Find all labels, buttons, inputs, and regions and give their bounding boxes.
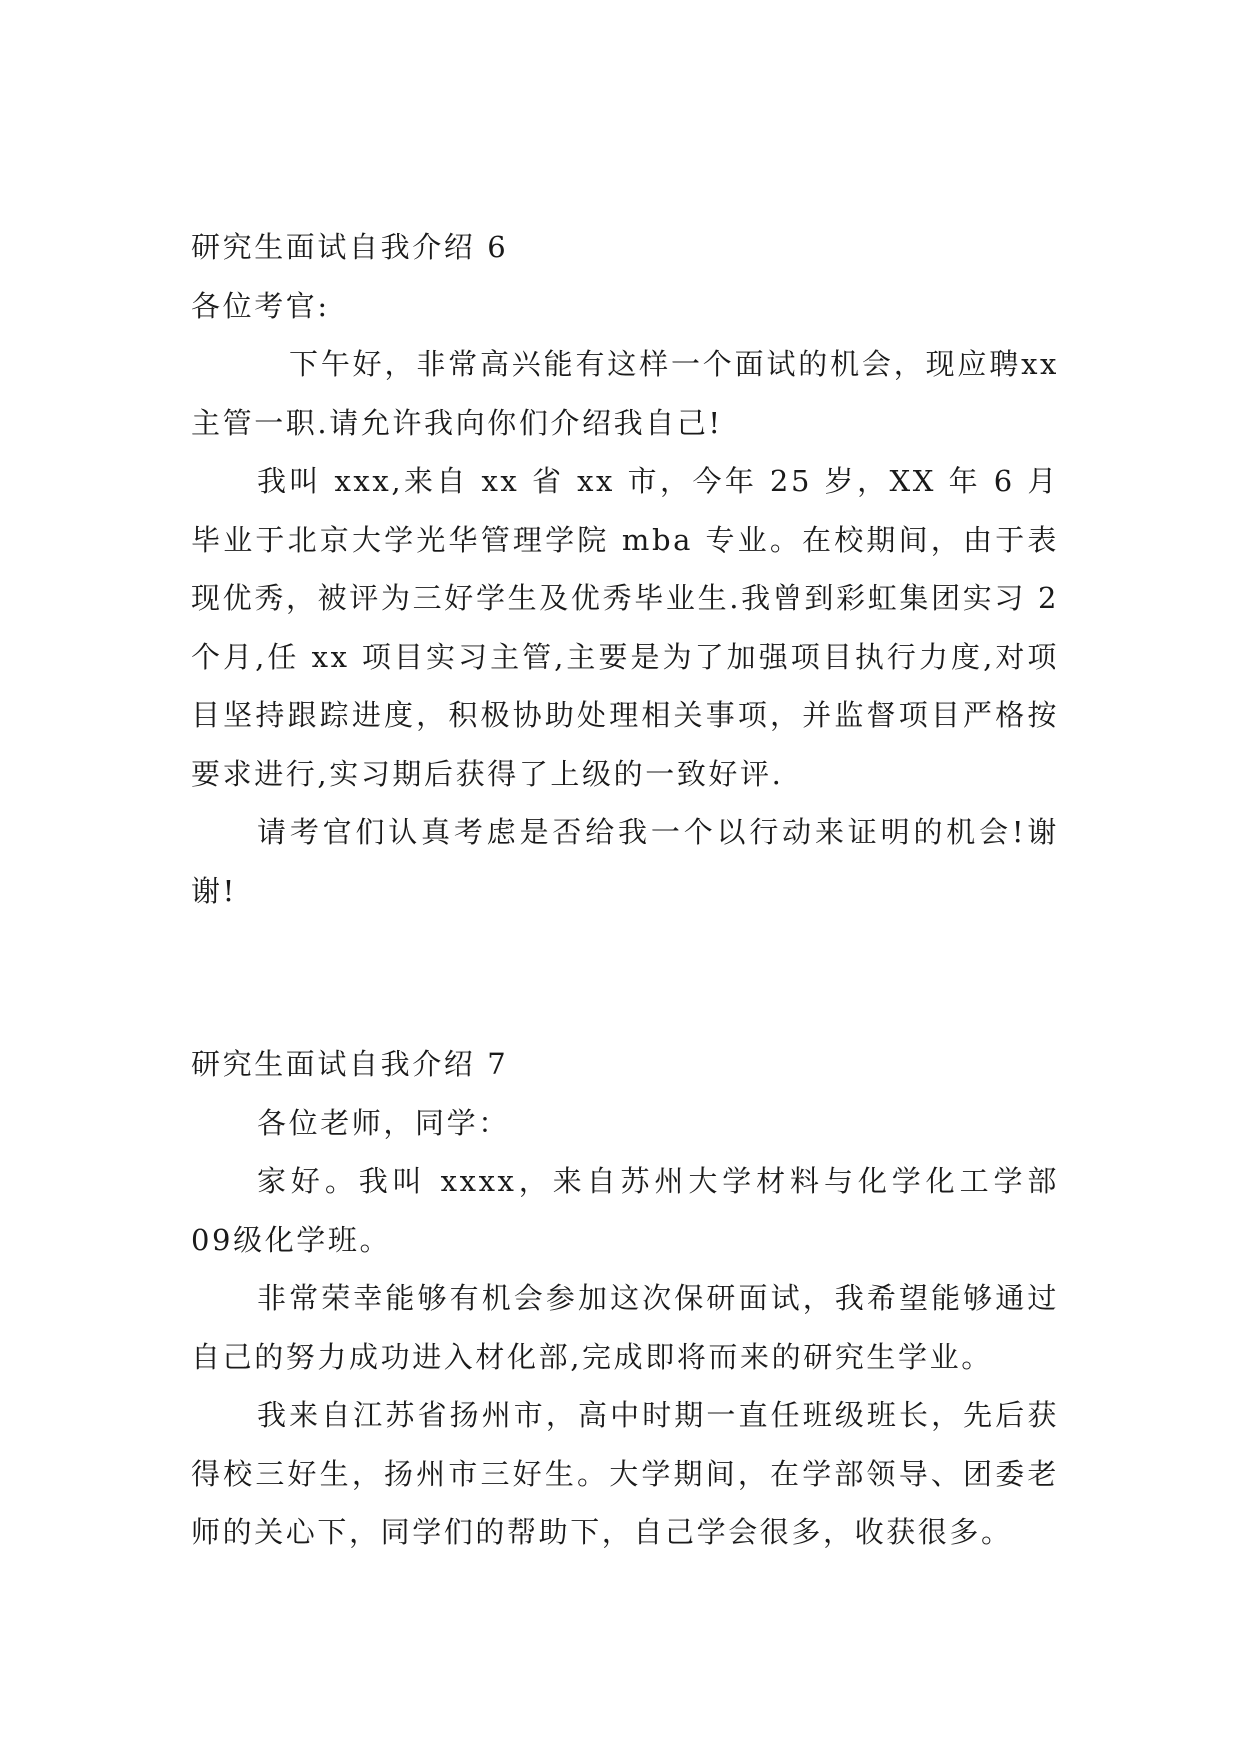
section-1-paragraph-1: 下午好，非常高兴能有这样一个面试的机会，现应聘xx 主管一职.请允许我向你们介绍我自己! [191, 347, 1059, 440]
section-spacer [191, 920, 1059, 1035]
section-2-greeting: 各位老师，同学： [257, 1105, 510, 1140]
section-1-greeting: 各位考官: [191, 288, 330, 323]
section-2-paragraph-1: 家好。我叫 xxxx，来自苏州大学材料与化学化工学部 09级化学班。 [191, 1164, 1059, 1257]
section-1-paragraph-2: 我叫 xxx,来自 xx 省 xx 市，今年 25 岁，XX 年 6 月毕业于北京大学光华管理学院 mba 专业。在校期间，由于表现优秀，被评为三好学生及优秀毕业生.我曾到彩虹集团实习 2 个月,任 xx 项目实习主管,主要是为了加强项目执行力度,对项目坚持跟踪进度，积极协助处理相关事项，并监督项目严格按要求进行,实习期后获得了上级的一致好评. [191, 464, 1059, 791]
section-2-paragraph-2: 非常荣幸能够有机会参加这次保研面试，我希望能够通过自己的努力成功进入材化部,完成即将而来的研究生学业。 [191, 1281, 1059, 1374]
section-1-title: 研究生面试自我介绍 6 [191, 230, 509, 264]
document-body [191, 218, 1059, 1562]
section-1-paragraph-3: 请考官们认真考虑是否给我一个以行动来证明的机会!谢谢! [191, 815, 1059, 908]
section-2-paragraph-3: 我来自江苏省扬州市，高中时期一直任班级班长，先后获得校三好生，扬州市三好生。大学期间，在学部领导、团委老师的关心下，同学们的帮助下，自己学会很多，收获很多。 [191, 1398, 1059, 1549]
section-2-title: 研究生面试自我介绍 7 [191, 1047, 509, 1081]
